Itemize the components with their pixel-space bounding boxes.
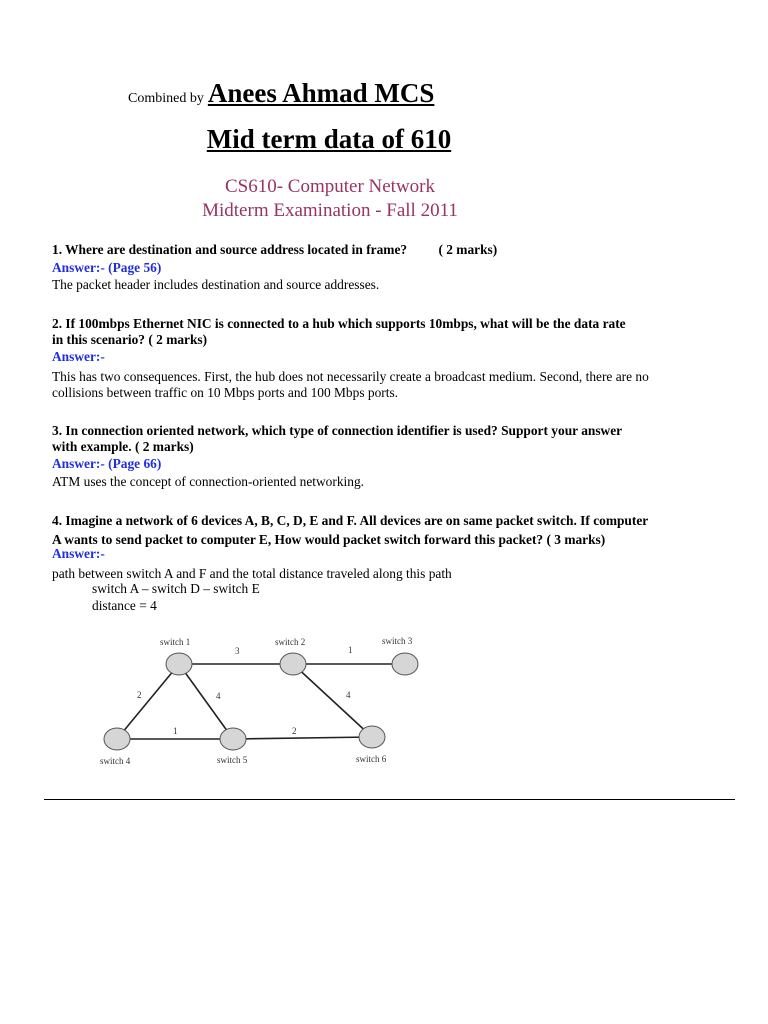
answer-4-distance: distance = 4 bbox=[92, 598, 157, 613]
answer-2-line1: This has two consequences. First, the hub does not necessarily create a broadcast medium. Second, there are no bbox=[52, 369, 649, 384]
question-2 bbox=[52, 316, 742, 348]
weight-s1-s4: 2 bbox=[137, 690, 142, 700]
weight-s4-s5: 1 bbox=[173, 726, 178, 736]
edge-s2-s6 bbox=[293, 664, 372, 737]
switch-1-label: switch 1 bbox=[160, 637, 191, 647]
question-1-text: 1. Where are destination and source address located in frame? bbox=[52, 242, 408, 257]
question-3-line2: with example. ( 2 marks) bbox=[52, 439, 194, 454]
switch-2-label: switch 2 bbox=[275, 637, 306, 647]
edge-s5-s6 bbox=[233, 737, 372, 739]
weight-s2-s6: 4 bbox=[346, 690, 351, 700]
answer-1-label: Answer:- (Page 56) bbox=[52, 260, 162, 275]
question-1 bbox=[52, 242, 742, 258]
switch-6-node bbox=[359, 726, 385, 748]
answer-4-text: path between switch A and F and the total distance traveled along this path bbox=[52, 566, 452, 581]
question-3-line1: 3. In connection oriented network, which type of connection identifier is used? Support your answer bbox=[52, 423, 623, 438]
answer-2-text bbox=[52, 369, 742, 401]
switch-5-node bbox=[220, 728, 246, 750]
question-1-marks: ( 2 marks) bbox=[438, 242, 498, 257]
weight-s2-s3: 1 bbox=[348, 645, 353, 655]
weight-s1-s5: 4 bbox=[216, 691, 221, 701]
switch-3-node bbox=[392, 653, 418, 675]
switch-1-node bbox=[166, 653, 192, 675]
answer-3-text: ATM uses the concept of connection-oriented networking. bbox=[52, 474, 364, 489]
edge-s1-s4 bbox=[117, 664, 179, 739]
combined-by-line bbox=[128, 78, 434, 109]
switch-4-node bbox=[104, 728, 130, 750]
switch-6-label: switch 6 bbox=[356, 754, 387, 764]
weight-s1-s2: 3 bbox=[235, 646, 240, 656]
question-2-line2: in this scenario? ( 2 marks) bbox=[52, 332, 208, 347]
question-4-line1: 4. Imagine a network of 6 devices A, B, C, D, E and F. All devices are on same packet switch. If computer bbox=[52, 513, 649, 528]
question-4-line2: A wants to send packet to computer E, How would packet switch forward this packet? ( 3 marks) bbox=[52, 532, 606, 547]
question-3 bbox=[52, 423, 742, 455]
exam-title: Midterm Examination - Fall 2011 bbox=[202, 200, 458, 221]
edge-s1-s5 bbox=[179, 664, 233, 739]
divider-line bbox=[44, 799, 735, 800]
answer-2-line2: collisions between traffic on 10 Mbps ports and 100 Mbps ports. bbox=[52, 385, 399, 400]
switch-5-label: switch 5 bbox=[217, 755, 248, 765]
author-name: Anees Ahmad MCS bbox=[207, 78, 435, 108]
combined-by-label: Combined by bbox=[128, 91, 204, 106]
switch-4-label: switch 4 bbox=[100, 756, 131, 766]
answer-4-label: Answer:- bbox=[52, 546, 105, 561]
question-4 bbox=[52, 511, 742, 549]
course-title: CS610- Computer Network bbox=[224, 176, 436, 197]
answer-3-label: Answer:- (Page 66) bbox=[52, 456, 162, 471]
page-title: Mid term data of 610 bbox=[206, 124, 452, 154]
weight-s5-s6: 2 bbox=[292, 726, 297, 736]
network-diagram bbox=[90, 625, 440, 775]
switch-3-label: switch 3 bbox=[382, 636, 413, 646]
switch-2-node bbox=[280, 653, 306, 675]
answer-2-label: Answer:- bbox=[52, 349, 105, 364]
answer-4-path: switch A – switch D – switch E bbox=[92, 581, 260, 596]
question-2-line1: 2. If 100mbps Ethernet NIC is connected to a hub which supports 10mbps, what will be the data rate bbox=[52, 316, 626, 331]
answer-1-text: The packet header includes destination and source addresses. bbox=[52, 277, 380, 292]
